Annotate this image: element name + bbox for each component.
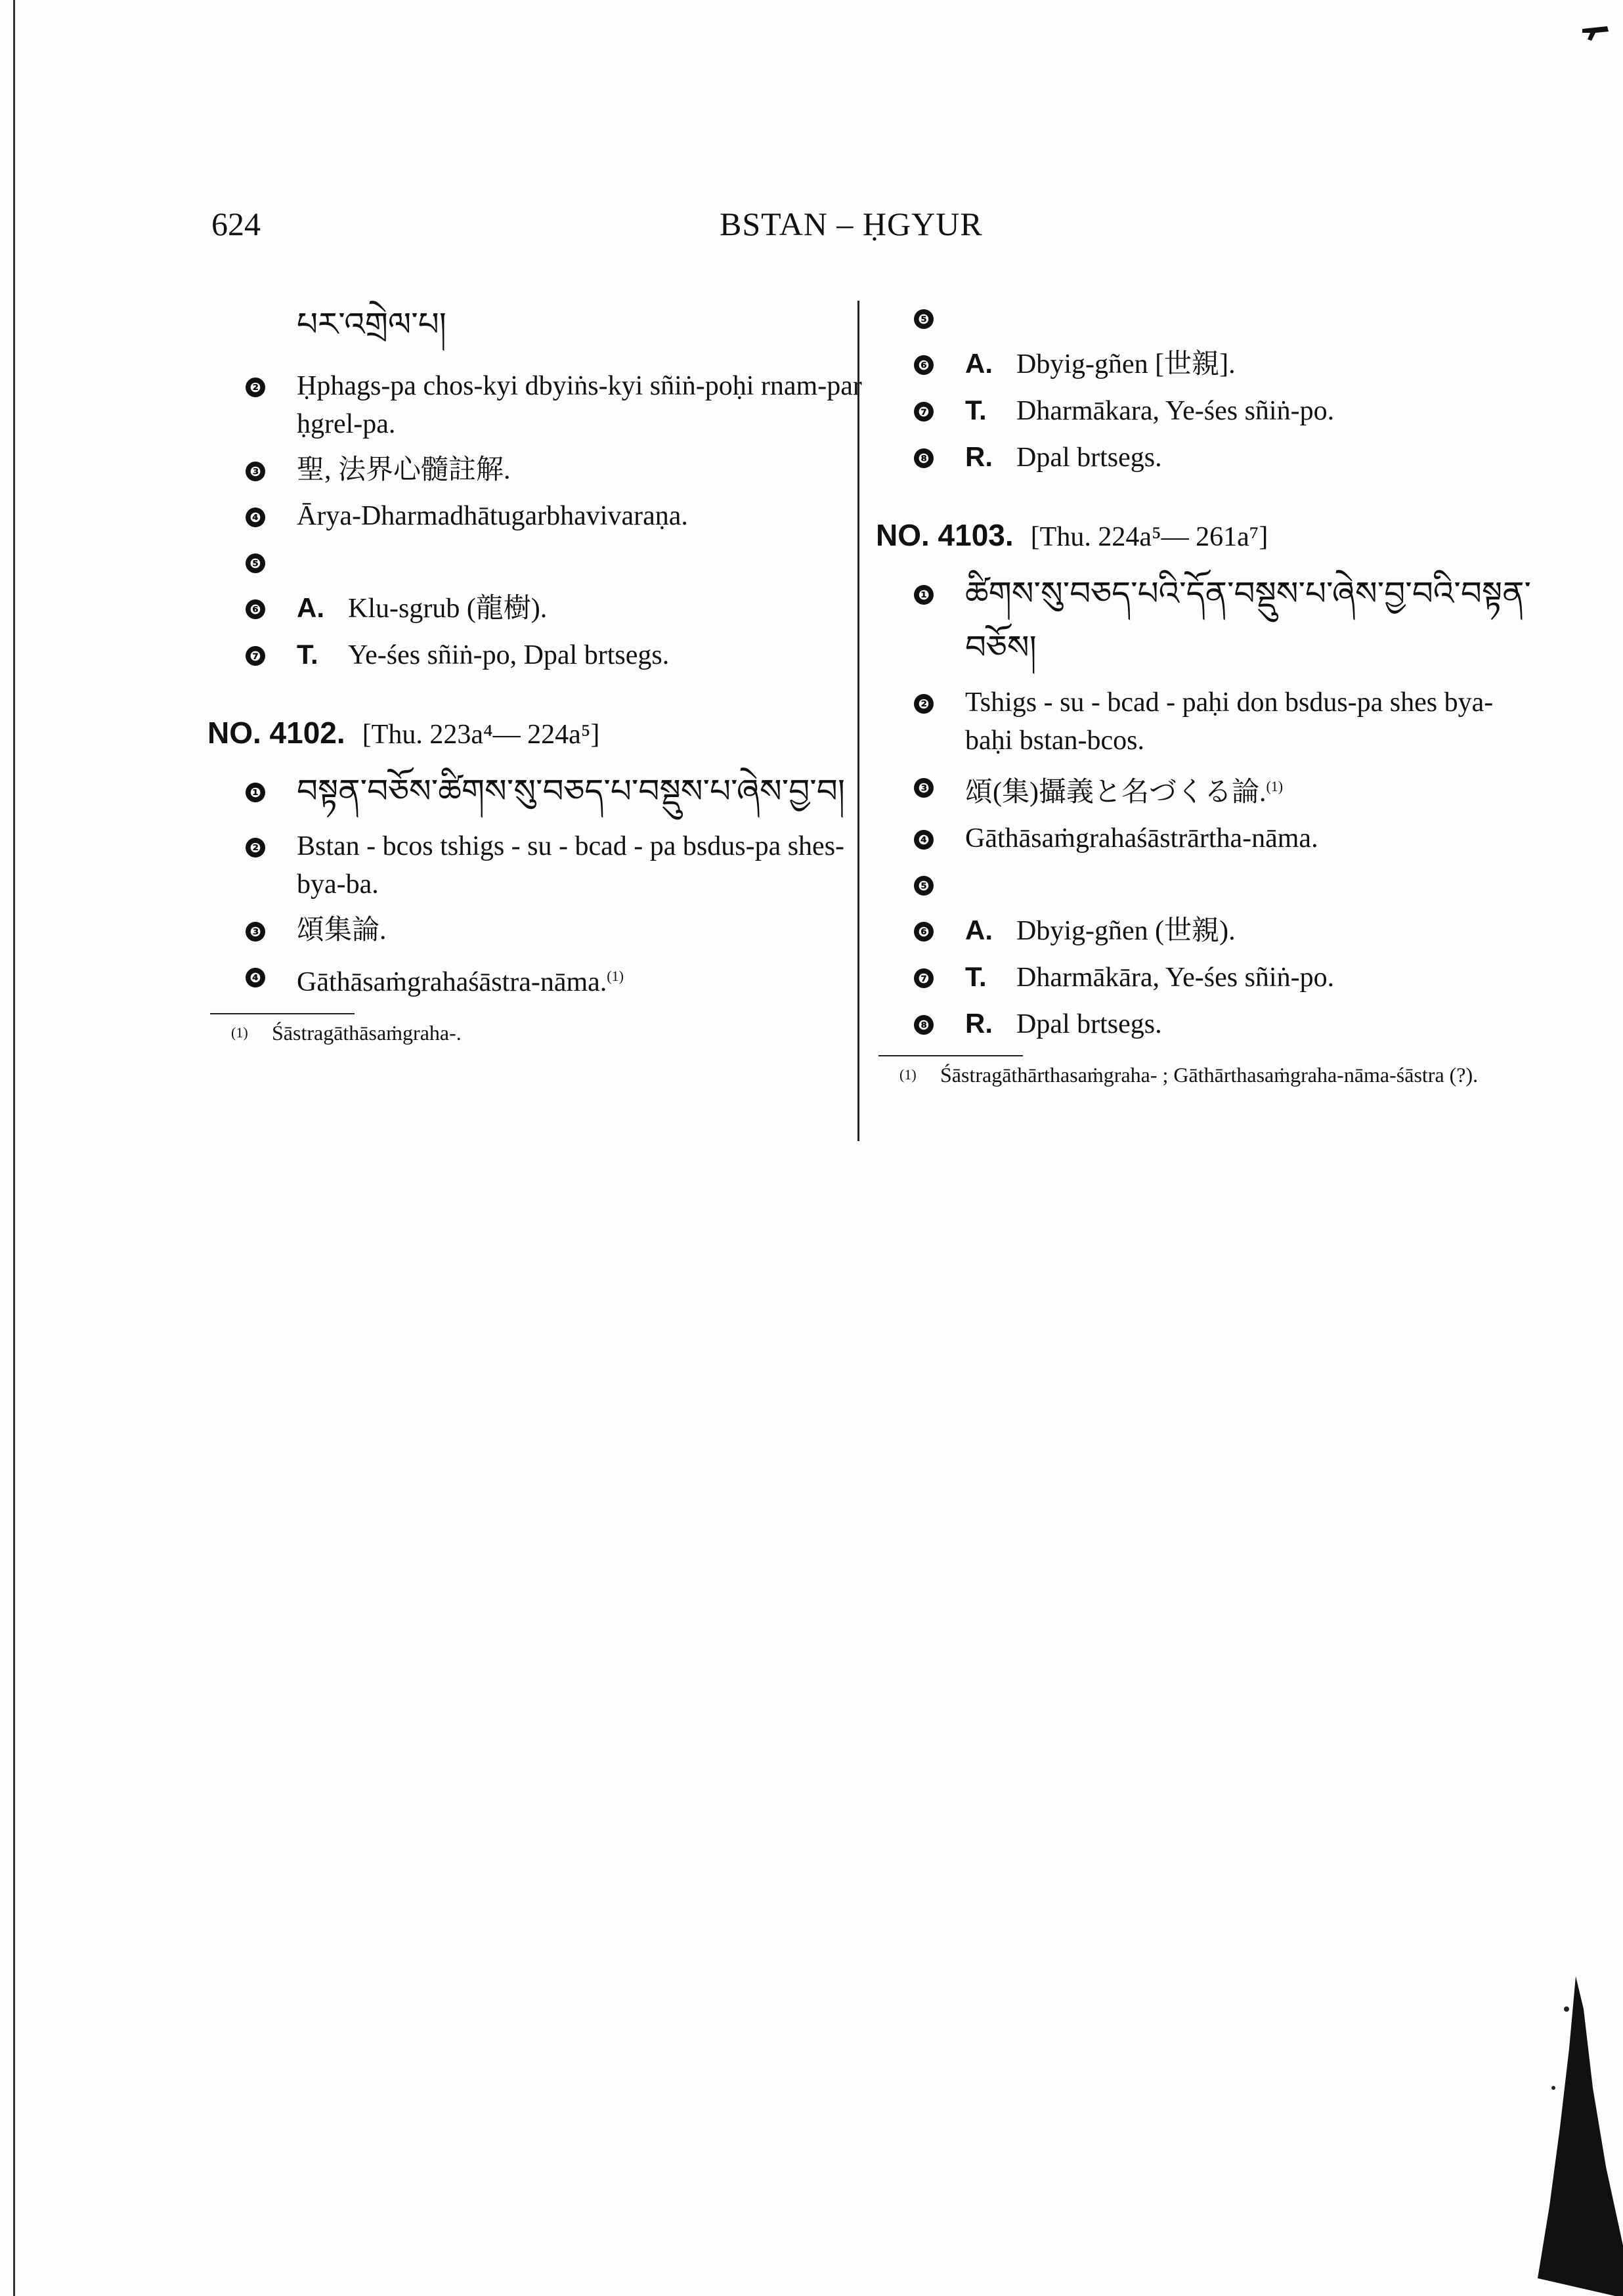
item-label: A. xyxy=(297,592,324,623)
entry-number: NO. 4103. xyxy=(876,518,1014,552)
footnote-rule xyxy=(878,1055,1023,1056)
item-number: ❼ xyxy=(914,968,934,988)
item-number: ❺ xyxy=(914,309,934,329)
item-text xyxy=(965,303,972,333)
list-item xyxy=(207,497,864,535)
list-item xyxy=(876,911,1532,950)
tibetan-title: ཚིགས་སུ་བཅད་པའི་དོན་བསྡུས་པ་ཞེས་བྱ་བའི་བསྟན་བཅོས། xyxy=(965,574,1532,666)
item-number: ❼ xyxy=(246,646,265,666)
footnote xyxy=(207,1018,864,1047)
item-text: Ḥphags-pa chos-kyi dbyiṅs-kyi sñiṅ-poḥi rnam-par ḥgrel-pa. xyxy=(297,371,862,439)
list-item xyxy=(207,911,864,949)
item-number: ❻ xyxy=(914,355,934,375)
scan-shadow-icon xyxy=(1523,1970,1623,2296)
item-number: ❽ xyxy=(914,448,934,468)
scan-edge xyxy=(13,0,15,2296)
item-label: T. xyxy=(965,395,987,425)
item-text: Dbyig-gñen (世親). xyxy=(1016,916,1236,946)
item-number: ❹ xyxy=(246,508,265,527)
footnote xyxy=(876,1060,1532,1089)
item-text: Ārya-Dharmadhātugarbhavivaraṇa. xyxy=(297,501,688,531)
item-text: Gāthāsaṁgrahaśāstra-nāma. xyxy=(297,967,607,997)
list-item xyxy=(207,589,864,628)
item-text: Ye-śes sñiṅ-po, Dpal brtsegs. xyxy=(348,640,670,670)
item-text: 聖, 法界心髓註解. xyxy=(297,455,511,485)
footnote-mark: (1) xyxy=(231,1024,248,1041)
item-number: ❷ xyxy=(914,694,934,714)
footnote-text: Śāstragāthāsaṁgraha-. xyxy=(272,1021,462,1045)
footnote-ref: (1) xyxy=(607,968,624,984)
list-item xyxy=(876,568,1532,676)
item-number: ❻ xyxy=(246,599,265,619)
item-number: ❶ xyxy=(246,783,265,802)
entry-number: NO. 4102. xyxy=(207,716,345,750)
item-number: ❸ xyxy=(246,922,265,942)
footnote-rule xyxy=(210,1013,355,1014)
entry-heading xyxy=(876,516,1532,556)
list-item xyxy=(876,438,1532,477)
item-number: ❺ xyxy=(914,876,934,896)
item-text: Dbyig-gñen [世親]. xyxy=(1016,349,1236,379)
list-item xyxy=(207,451,864,489)
item-text: Gāthāsaṁgrahaśāstrārtha-nāma. xyxy=(965,823,1318,854)
list-item xyxy=(207,636,864,674)
item-label: R. xyxy=(965,1008,993,1039)
continued-tibetan-title: པར་འགྲེལ་པ། xyxy=(297,305,446,343)
entry-heading xyxy=(207,714,864,754)
item-label: R. xyxy=(965,441,993,472)
item-number: ❸ xyxy=(914,778,934,798)
list-item xyxy=(876,683,1532,760)
item-number: ❶ xyxy=(914,585,934,605)
item-text xyxy=(297,547,304,577)
item-text: Bstan - bcos tshigs - su - bcad - pa bsdus-pa shes-bya-ba. xyxy=(297,831,845,899)
item-number: ❷ xyxy=(246,378,265,397)
list-item xyxy=(207,957,864,1001)
item-text: Klu-sgrub (龍樹). xyxy=(348,594,548,624)
item-number: ❸ xyxy=(246,462,265,481)
item-number: ❽ xyxy=(914,1015,934,1035)
list-item xyxy=(876,345,1532,383)
item-label: T. xyxy=(297,639,318,670)
item-label: A. xyxy=(965,348,993,379)
scan-mark-icon xyxy=(1581,25,1610,42)
item-label: T. xyxy=(965,961,987,992)
list-item xyxy=(876,1005,1532,1043)
page-number: 624 xyxy=(211,206,261,242)
list-item xyxy=(876,391,1532,430)
running-title: BSTAN – ḤGYUR xyxy=(720,206,983,242)
list-item xyxy=(207,827,864,903)
item-text: Dpal brtsegs. xyxy=(1016,1009,1162,1039)
item-text: Dharmākara, Ye-śes sñiṅ-po. xyxy=(1016,396,1335,426)
item-text: Dpal brtsegs. xyxy=(1016,443,1162,473)
list-item xyxy=(876,958,1532,997)
item-number: ❷ xyxy=(246,838,265,857)
item-number: ❹ xyxy=(914,830,934,850)
footnote-text: Śāstragāthārthasaṁgraha- ; Gāthārthasaṁgraha-nāma-śāstra (?). xyxy=(940,1063,1479,1087)
footnote-ref: (1) xyxy=(1266,778,1284,794)
list-item xyxy=(876,768,1532,812)
right-column xyxy=(876,299,1532,1089)
entry-reference: [Thu. 223a⁴— 224a⁵] xyxy=(362,720,600,750)
item-number: ❼ xyxy=(914,402,934,422)
list-item xyxy=(207,766,864,819)
list-item xyxy=(207,543,864,581)
item-text: Dharmākāra, Ye-śes sñiṅ-po. xyxy=(1016,963,1335,993)
list-item xyxy=(207,367,864,443)
item-number: ❹ xyxy=(246,968,265,987)
item-text: 頌(集)攝義と名づくる論. xyxy=(965,777,1266,808)
item-number: ❻ xyxy=(914,922,934,942)
tibetan-title: བསྟན་བཅོས་ཚིགས་སུ་བཅད་པ་བསྡུས་པ་ཞེས་བྱ་བ། xyxy=(297,772,845,810)
item-text: 頌集論. xyxy=(297,915,387,945)
list-item xyxy=(876,865,1532,903)
list-item xyxy=(876,299,1532,337)
item-label: A. xyxy=(965,915,993,945)
item-text xyxy=(965,869,972,899)
left-column xyxy=(207,299,864,1047)
list-item xyxy=(876,819,1532,857)
footnote-mark: (1) xyxy=(899,1066,917,1083)
item-text: Tshigs - su - bcad - paḥi don bsdus-pa shes bya-baḥi bstan-bcos. xyxy=(965,687,1494,756)
item-number: ❺ xyxy=(246,553,265,573)
entry-reference: [Thu. 224a⁵— 261a⁷] xyxy=(1030,522,1268,552)
